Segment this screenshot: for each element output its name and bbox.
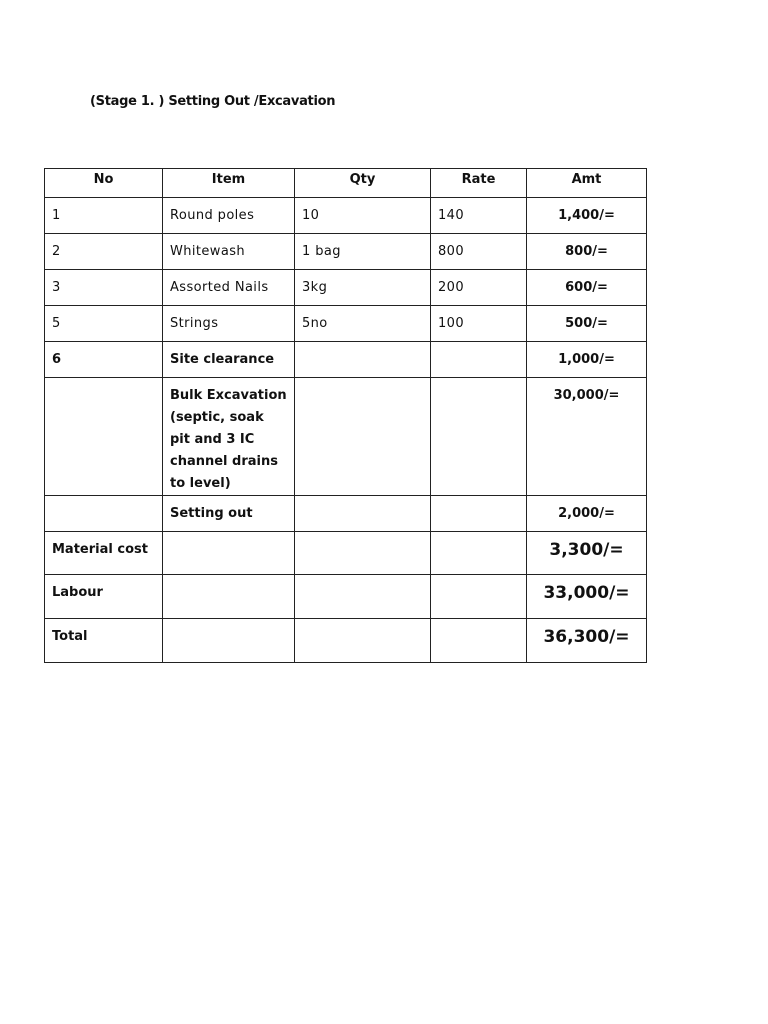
cell-amt: 1,400/=: [527, 198, 647, 234]
cell-qty: 5no: [295, 306, 431, 342]
summary-amount: 36,300/=: [527, 619, 647, 663]
cell-item: Strings: [163, 306, 295, 342]
cell-qty: [295, 496, 431, 532]
cell-item: Whitewash: [163, 234, 295, 270]
cell-amt: 30,000/=: [527, 378, 647, 496]
summary-row-material-cost: [45, 532, 647, 575]
table-row: [45, 342, 647, 378]
bill-of-quantities-table: [44, 168, 647, 663]
cell-amt: 500/=: [527, 306, 647, 342]
table-row: [45, 234, 647, 270]
table-row: [45, 270, 647, 306]
table-row: [45, 496, 647, 532]
column-header-qty: Qty: [295, 169, 431, 198]
cell-rate: 140: [431, 198, 527, 234]
cell-rate: 100: [431, 306, 527, 342]
summary-label: Material cost: [45, 532, 163, 575]
column-header-rate: Rate: [431, 169, 527, 198]
cell-rate: 800: [431, 234, 527, 270]
table-row: [45, 306, 647, 342]
cell-no: 1: [45, 198, 163, 234]
column-header-no: No: [45, 169, 163, 198]
cell-no: [45, 378, 163, 496]
empty-cell: [295, 619, 431, 663]
empty-cell: [163, 575, 295, 619]
empty-cell: [431, 532, 527, 575]
cell-no: 3: [45, 270, 163, 306]
cell-item: Bulk Excavation (septic, soak pit and 3 IC channel drains to level): [163, 378, 295, 496]
cell-item: Assorted Nails: [163, 270, 295, 306]
cell-no: 6: [45, 342, 163, 378]
cell-no: 5: [45, 306, 163, 342]
cell-item: Site clearance: [163, 342, 295, 378]
cell-rate: [431, 378, 527, 496]
cell-amt: 600/=: [527, 270, 647, 306]
table-header-row: [45, 169, 647, 198]
summary-row-total: [45, 619, 647, 663]
cell-amt: 800/=: [527, 234, 647, 270]
summary-label: Total: [45, 619, 163, 663]
column-header-item: Item: [163, 169, 295, 198]
column-header-amt: Amt: [527, 169, 647, 198]
empty-cell: [163, 619, 295, 663]
empty-cell: [295, 532, 431, 575]
cell-qty: [295, 342, 431, 378]
summary-amount: 3,300/=: [527, 532, 647, 575]
table-row: [45, 198, 647, 234]
cell-rate: [431, 342, 527, 378]
cell-no: [45, 496, 163, 532]
page-title: (Stage 1. ) Setting Out /Excavation: [90, 94, 336, 109]
cell-item: Round poles: [163, 198, 295, 234]
cell-no: 2: [45, 234, 163, 270]
empty-cell: [295, 575, 431, 619]
cell-rate: [431, 496, 527, 532]
cell-qty: 1 bag: [295, 234, 431, 270]
cell-amt: 1,000/=: [527, 342, 647, 378]
summary-label: Labour: [45, 575, 163, 619]
summary-amount: 33,000/=: [527, 575, 647, 619]
cell-item: Setting out: [163, 496, 295, 532]
summary-row-labour: [45, 575, 647, 619]
cell-qty: 3kg: [295, 270, 431, 306]
cell-qty: 10: [295, 198, 431, 234]
empty-cell: [163, 532, 295, 575]
table-row: [45, 378, 647, 496]
cell-rate: 200: [431, 270, 527, 306]
cell-amt: 2,000/=: [527, 496, 647, 532]
cell-qty: [295, 378, 431, 496]
empty-cell: [431, 619, 527, 663]
empty-cell: [431, 575, 527, 619]
